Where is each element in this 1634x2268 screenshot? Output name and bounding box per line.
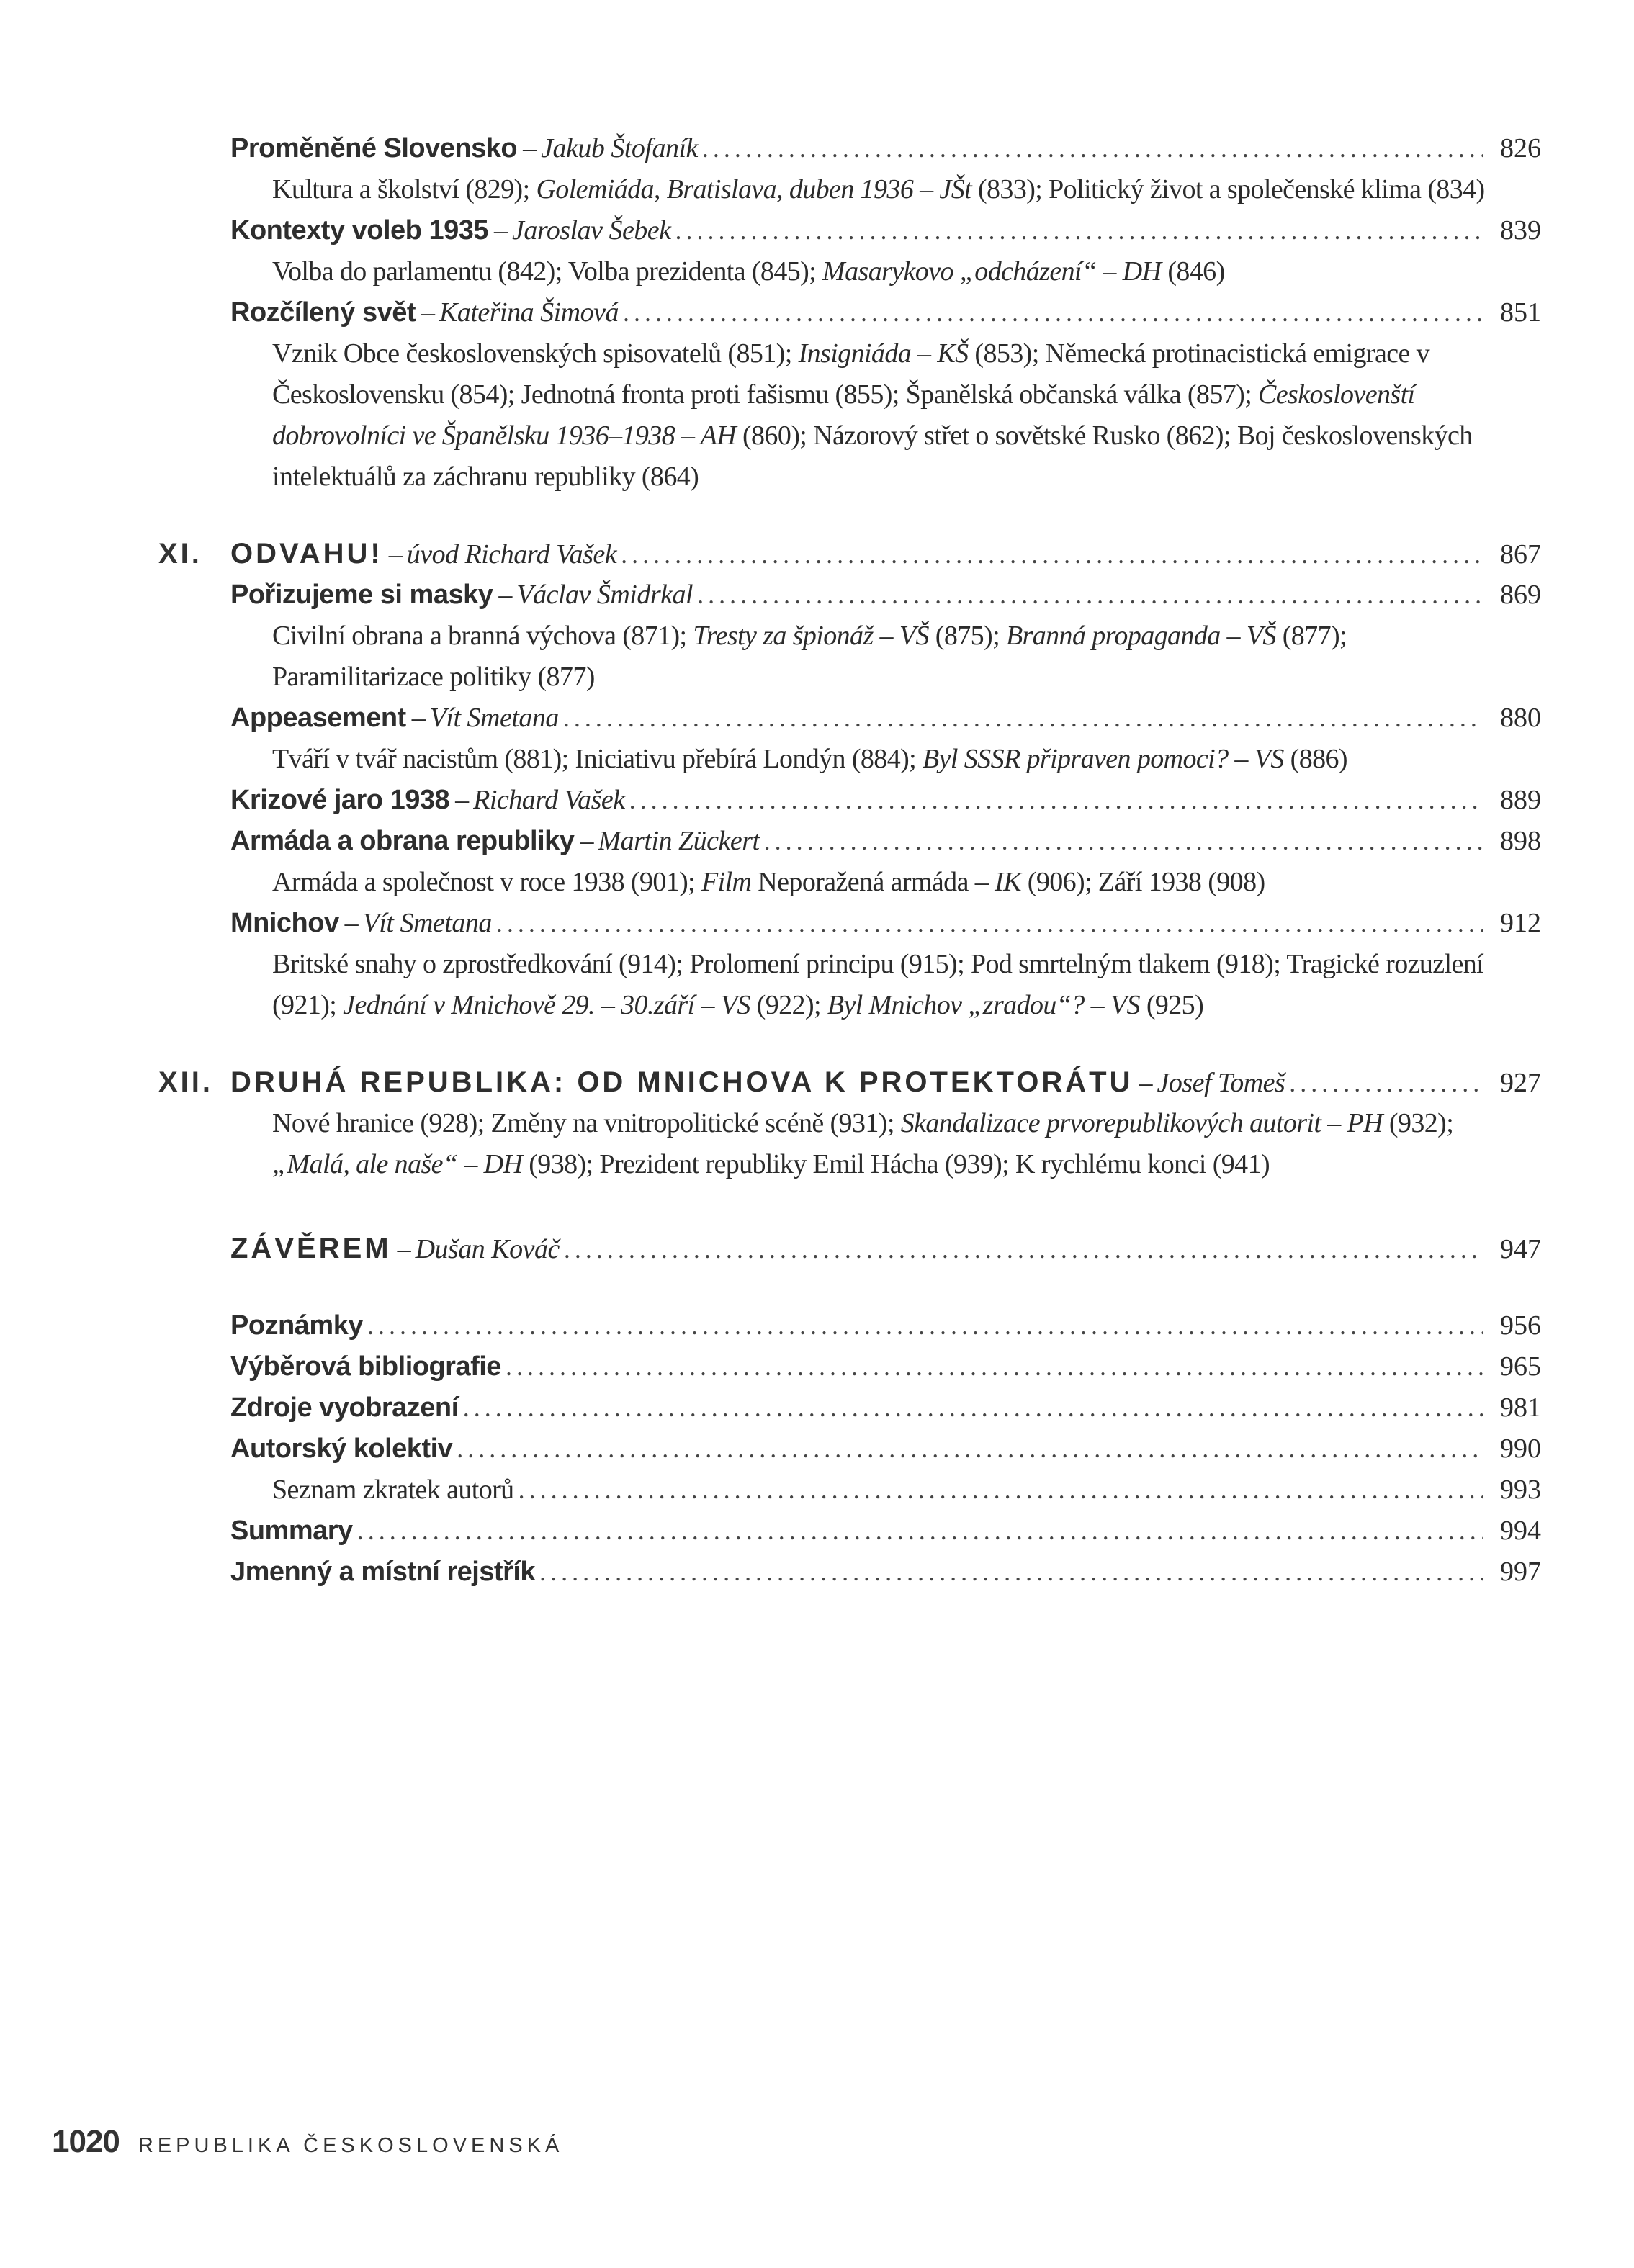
toc-entry [158, 575, 1541, 698]
subtopic-italic-run: IK [995, 867, 1021, 897]
subtopic-run: (875); [928, 621, 1006, 651]
appendix-title: Jmenný a místní rejstřík [230, 1557, 536, 1587]
page-number: 1020 [52, 2124, 120, 2159]
dot-leader [519, 1470, 1483, 1511]
spacer [158, 1026, 1541, 1062]
toc-entry [158, 210, 1541, 292]
subtopic-italic-run: Českoslovenští dobrovolníci ve Španělsku 1936–1938 – AH [272, 379, 1415, 451]
toc-entry-line[interactable] [158, 903, 1541, 944]
subtopic-italic-run: „Malá, ale naše“ – DH [272, 1149, 523, 1179]
chapter-author: úvod Richard Vašek [406, 539, 617, 570]
subtopic-run: (833); Politický život a společenské klima (834) [971, 174, 1485, 204]
entry-author: Vít Smetana [429, 703, 559, 733]
subtopic-italic-run: Tresty za špionáž – VŠ [693, 621, 929, 651]
chapter-title: ODVAHU! [230, 538, 383, 570]
conclusion-page: 947 [1500, 1234, 1541, 1264]
separator: – [493, 215, 508, 246]
separator: – [498, 580, 513, 610]
appendix-subtitle: Seznam zkratek autorů [272, 1475, 514, 1505]
appendix-page: 997 [1500, 1557, 1541, 1587]
separator: – [580, 826, 594, 856]
page-footer [52, 2124, 563, 2160]
subtopic-run: (877); Paramilitarizace politiky (877) [272, 621, 1347, 692]
appendix-title: Výběrová bibliografie [230, 1351, 501, 1382]
toc-entry-line[interactable] [158, 821, 1541, 862]
subtopic-run: Tváří v tvář nacistům (881); Iniciativu přebírá Londýn (884); [272, 744, 923, 774]
entry-title: Rozčílený svět [230, 297, 416, 328]
toc-entry-line[interactable] [158, 780, 1541, 821]
separator: – [397, 1234, 411, 1264]
subtopic-run: Vznik Obce československých spisovatelů (851); [272, 338, 799, 369]
chapter-subtopics [158, 1103, 1496, 1185]
dot-leader [367, 1305, 1483, 1346]
dot-leader [457, 1428, 1483, 1470]
running-head: REPUBLIKA ČESKOSLOVENSKÁ [138, 2134, 564, 2157]
dot-leader [629, 780, 1483, 821]
entry-subtopics [158, 862, 1496, 903]
dot-leader [675, 210, 1483, 251]
chapter-page: 867 [1500, 539, 1541, 570]
spacer [158, 1269, 1541, 1305]
subtopic-italic-run: Jednání v Mnichově 29. – 30.září – VS [343, 990, 750, 1020]
subtopic-italic-run: Byl SSSR připraven pomoci? – VS [923, 744, 1284, 774]
subtopic-run: (925) [1139, 990, 1204, 1020]
appendix-title: Autorský kolektiv [230, 1434, 453, 1464]
dot-leader [702, 128, 1483, 169]
dot-leader [621, 534, 1483, 575]
entry-author: Martin Zückert [598, 826, 760, 856]
separator: – [388, 539, 403, 570]
subtopic-run: (853); Německá protinacistická emigrace v Československu (854); Jednotná fronta proti fašismu (855); Španělská občanská válka (857); [272, 338, 1430, 410]
entry-author: Kateřina Šimová [439, 297, 619, 328]
entry-subtopics [158, 333, 1496, 498]
separator: – [523, 133, 537, 163]
entry-subtopics [158, 739, 1496, 780]
toc-entry-line[interactable] [158, 698, 1541, 739]
toc-entry-line[interactable] [158, 292, 1541, 333]
appendix-page: 993 [1500, 1475, 1541, 1505]
subtopic-italic-run: Golemiáda, Bratislava, duben 1936 – JŠt [536, 174, 972, 204]
appendix-entry[interactable] [158, 1511, 1541, 1552]
subtopic-italic-run: Film [701, 867, 752, 897]
subtopic-run: (938); Prezident republiky Emil Hácha (939); K rychlému konci (941) [522, 1149, 1270, 1179]
subtopic-italic-run: Masarykovo „odcházení“ – DH [822, 256, 1162, 287]
dot-leader [496, 903, 1483, 944]
appendix-page: 956 [1500, 1310, 1541, 1341]
subtopic-run: (922); [750, 990, 827, 1020]
entry-page: 912 [1500, 908, 1541, 938]
dot-leader [506, 1346, 1483, 1387]
toc-entry [158, 903, 1541, 1026]
chapter-number: XI. [158, 538, 202, 570]
subtopic-run: (860); Názorový střet o sovětské Rusko (862); Boj československých intelektuálů za záchranu republiky (864) [272, 420, 1473, 492]
chapter-number: XII. [158, 1066, 214, 1098]
entry-author: Vít Smetana [362, 908, 492, 938]
entry-subtopics [158, 251, 1496, 292]
entry-page: 869 [1500, 580, 1541, 610]
appendix-page: 965 [1500, 1351, 1541, 1382]
table-of-contents [158, 128, 1541, 1593]
subtopic-run: Armáda a společnost v roce 1938 (901); [272, 867, 702, 897]
separator: – [455, 785, 470, 815]
separator: – [421, 297, 435, 328]
entry-page: 826 [1500, 133, 1541, 163]
appendix-subentry[interactable] [158, 1470, 1541, 1511]
entry-author: Jakub Štofaník [541, 133, 698, 163]
chapter-page: 927 [1500, 1068, 1541, 1098]
dot-leader [697, 575, 1483, 616]
toc-entry [158, 698, 1541, 780]
dot-leader [563, 698, 1483, 739]
appendix-page: 981 [1500, 1392, 1541, 1423]
subtopic-run: Volba do parlamentu (842); Volba prezidenta (845); [272, 256, 823, 287]
entry-page: 839 [1500, 215, 1541, 246]
dot-leader [357, 1511, 1483, 1552]
subtopic-run: (932); [1382, 1108, 1454, 1138]
dot-leader [764, 821, 1483, 862]
toc-entry-line[interactable] [158, 128, 1541, 169]
entry-title: Proměněné Slovensko [230, 133, 518, 163]
separator: – [1139, 1068, 1153, 1098]
subtopic-run: (886) [1283, 744, 1347, 774]
separator: – [344, 908, 359, 938]
entry-title: Pořizujeme si masky [230, 580, 493, 610]
dot-leader [623, 292, 1483, 333]
appendix-title: Zdroje vyobrazení [230, 1392, 459, 1423]
chapter-author: Josef Tomeš [1157, 1068, 1285, 1098]
conclusion-title: ZÁVĚREM [230, 1233, 392, 1264]
toc-entry-line[interactable] [158, 575, 1541, 616]
toc-entry [158, 128, 1541, 210]
entry-page: 851 [1500, 297, 1541, 328]
appendix-page: 994 [1500, 1516, 1541, 1546]
spacer [158, 498, 1541, 534]
toc-entry [158, 780, 1541, 821]
subtopic-run: Britské snahy o zprostředkování (914); Prolomení principu (915); Pod smrtelným tlakem (918); Tragické rozuzlení (921); [272, 949, 1484, 1020]
entry-author: Richard Vašek [473, 785, 625, 815]
entry-title: Armáda a obrana republiky [230, 826, 575, 856]
appendix-entry[interactable] [158, 1552, 1541, 1593]
appendix-entry[interactable] [158, 1428, 1541, 1470]
subtopic-run: Civilní obrana a branná výchova (871); [272, 621, 693, 651]
appendix-title: Poznámky [230, 1310, 363, 1341]
entry-title: Kontexty voleb 1935 [230, 215, 488, 246]
subtopic-italic-run: Byl Mnichov „zradou“? – VS [827, 990, 1140, 1020]
dot-leader [539, 1552, 1483, 1593]
entry-subtopics [158, 169, 1496, 210]
appendix-page: 990 [1500, 1434, 1541, 1464]
subtopic-run: Neporažená armáda – [751, 867, 995, 897]
entry-title: Mnichov [230, 908, 339, 938]
dot-leader [463, 1387, 1483, 1428]
entry-author: Jaroslav Šebek [511, 215, 671, 246]
entry-title: Appeasement [230, 703, 406, 733]
entry-page: 889 [1500, 785, 1541, 815]
subtopic-run: (906); Září 1938 (908) [1020, 867, 1265, 897]
toc-entry [158, 821, 1541, 903]
entry-subtopics [158, 616, 1496, 698]
subtopic-italic-run: Skandalizace prvorepublikových autorit – PH [900, 1108, 1383, 1138]
subtopic-run: Nové hranice (928); Změny na vnitropolitické scéně (931); [272, 1108, 901, 1138]
appendix-entry[interactable] [158, 1305, 1541, 1346]
entry-title: Krizové jaro 1938 [230, 785, 450, 815]
entry-subtopics [158, 944, 1496, 1026]
appendix-title: Summary [230, 1516, 353, 1546]
entry-page: 880 [1500, 703, 1541, 733]
appendix-entry[interactable] [158, 1346, 1541, 1387]
dot-leader [1289, 1063, 1483, 1104]
spacer [158, 1185, 1541, 1228]
chapter-heading[interactable] [158, 1062, 1541, 1103]
entry-page: 898 [1500, 826, 1541, 856]
toc-entry [158, 292, 1541, 498]
dot-leader [564, 1229, 1483, 1270]
chapter-title: DRUHÁ REPUBLIKA: OD MNICHOVA K PROTEKTORÁTU [230, 1066, 1134, 1098]
separator: – [411, 703, 426, 733]
conclusion-author: Dušan Kováč [415, 1234, 560, 1264]
subtopic-run: (846) [1161, 256, 1225, 287]
subtopic-run: Kultura a školství (829); [272, 174, 537, 204]
chapter-heading[interactable] [158, 534, 1541, 575]
entry-author: Václav Šmidrkal [516, 580, 693, 610]
subtopic-italic-run: Branná propaganda – VŠ [1005, 621, 1276, 651]
subtopic-italic-run: Insigniáda – KŠ [798, 338, 969, 369]
appendix-entry[interactable] [158, 1387, 1541, 1428]
conclusion-heading[interactable] [158, 1228, 1541, 1269]
toc-entry-line[interactable] [158, 210, 1541, 251]
